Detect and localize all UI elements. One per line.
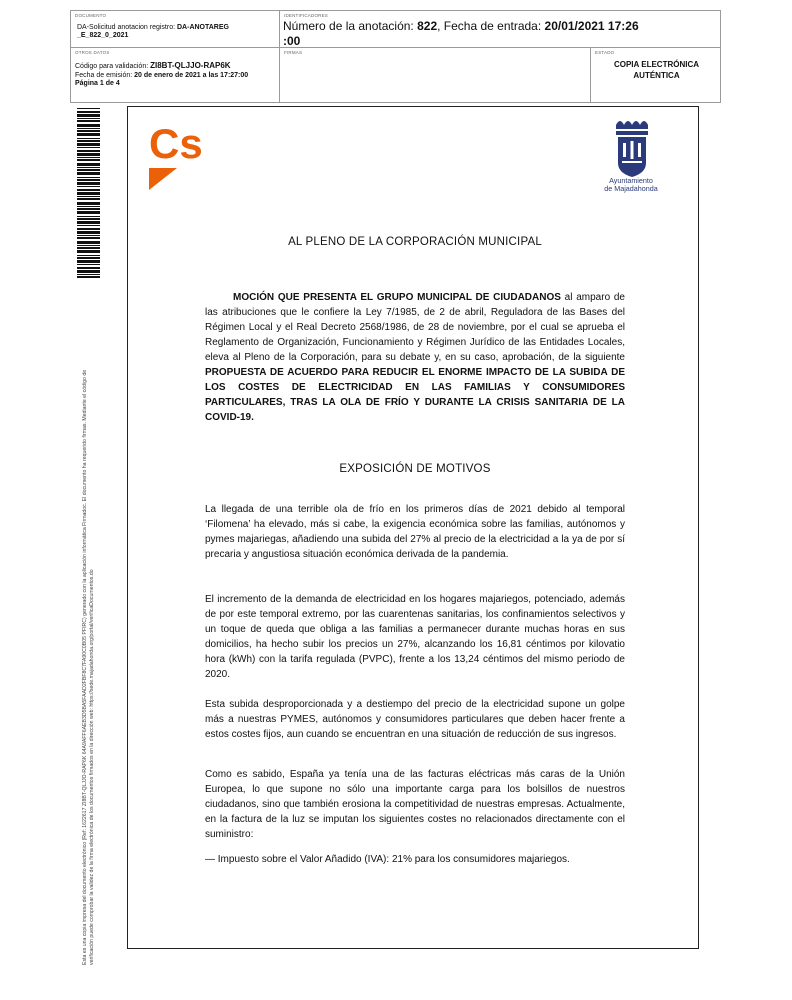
barcode-stripe bbox=[77, 120, 100, 122]
barcode-stripe bbox=[77, 250, 100, 253]
side-validation-note: Esta es una copia impresa del documento electrónico (Ref: 1622617 ZI8BT-QLJJO-RAP6K 64A9AFF6AEB3D5BA5FAAD2FBF8C7FA90C0B05 PFIRC) generado con la aplicación informática Firmadoc. El documento ha requerido firmas. Mediante el código de verificación puede comprobar la validez de la firma electrónica de los documentos firmados en la dirección web: https://sede.majadahonda.org/portal/verificaDocumentos.do bbox=[82, 369, 95, 965]
paragraph-2: El incremento de la demanda de electricidad en los hogares majariegos, potenciado, además de por este temporal extremo, por las cuarentenas sanitarias, los confinamientos selectivos y un toque de queda que obliga a las familias a permanecer durante muchas horas en sus domicilios, ha hecho subir los precios un 27%, alcanzando los 16,81 céntimos por kilovatio hora (kWh) con la tarifa regulada (PVPC), frente a los 13,24 céntimos del mismo periodo de 2020. bbox=[205, 594, 625, 680]
barcode-stripe bbox=[77, 276, 100, 278]
paragraph-3: Esta subida desproporcionada y a destiempo del precio de la electricidad supone un golpe más a nuestras PYMES, autónomos y consumidores particulares que deben hacer frente a estos costes fijos, aun cuando se encuentran en una situación de reducción de sus ingresos. bbox=[205, 699, 625, 740]
barcode-stripe bbox=[77, 153, 100, 156]
barcode-stripe bbox=[77, 247, 100, 249]
barcode-stripe bbox=[77, 221, 100, 224]
barcode-stripe bbox=[77, 143, 100, 146]
barcode-stripe bbox=[77, 186, 100, 187]
barcode-stripe bbox=[77, 124, 100, 127]
barcode-stripe bbox=[77, 192, 100, 195]
barcode-stripe bbox=[77, 138, 100, 139]
otros-datos-label: OTROS DATOS bbox=[75, 50, 110, 55]
header-identificadores-box bbox=[279, 10, 721, 48]
paragraph-4: Como es sabido, España ya tenía una de las facturas eléctricas más caras de la Unión Europea, lo que supone no sólo una importante carga para los bolsillos de nuestros ciudadanos, sino que también erosiona la competitividad de nuestras empresas. Actualmente, en la factura de la luz se imputan los siguientes costes no relacionados directamente con el suministro: bbox=[205, 769, 625, 840]
barcode-stripe bbox=[77, 133, 100, 136]
barcode-stripe bbox=[77, 264, 100, 265]
barcode-stripe bbox=[77, 169, 100, 171]
barcode-stripe bbox=[77, 128, 100, 129]
barcode-stripe bbox=[77, 108, 100, 109]
paragraph-1: La llegada de una terrible ola de frío en los primeros días de 2021 debido al temporal ‘Filomena’ ha elevado, más si cabe, la exigencia económica sobre las familias, autónomos y pymes majariegas, añadiendo una subida del 27% al precio de la electricidad a la ya de por sí precaria y angustiosa situación económica derivada de la pandemia. bbox=[205, 504, 625, 560]
barcode-stripe bbox=[77, 114, 100, 117]
header-otros-datos-box bbox=[70, 47, 280, 103]
documento-value: DA-Solicitud anotacion registro: DA-ANOTAREG _E_822_0_2021 bbox=[77, 24, 229, 39]
header-firmas-box bbox=[279, 47, 591, 103]
otros-datos-value: Código para validación: ZI8BT-QLJJO-RAP6K Fecha de emisión: 20 de enero de 2021 a las 17:27:00 Página 1 de 4 bbox=[75, 61, 249, 87]
barcode-stripe bbox=[77, 196, 100, 197]
barcode-stripe bbox=[77, 157, 100, 158]
barcode-stripe bbox=[77, 208, 100, 210]
barcode-stripe bbox=[77, 202, 100, 205]
barcode-stripe bbox=[77, 228, 100, 230]
barcode-stripe bbox=[77, 255, 100, 256]
barcode-stripe bbox=[77, 225, 100, 226]
intro-paragraph: MOCIÓN QUE PRESENTA EL GRUPO MUNICIPAL DE CIUDADANOS al amparo de las atribuciones que le confiere la Ley 7/1985, de 2 de abril, Reguladora de las Bases del Régimen Local y el Real Decreto 2568/1986, de 28 de noviembre, por el cual se aprueba el Reglamento de Organización, Funcionamiento y Régimen Jurídico de las Entidades Locales, eleva al Pleno de la Corporación, para su debate y, en su caso, aprobación, de la siguiente PROPUESTA DE ACUERDO PARA REDUCIR EL ENORME IMPACTO DE LA SUBIDA DE LOS COSTES DE ELECTRICIDAD EN LAS FAMILIAS Y CONSUMIDORES PARTICULARES, TRAS LA OLA DE FRÍO Y DURANTE LA CRISIS SANITARIA DE LA COVID-19. bbox=[205, 292, 625, 423]
barcode-stripe bbox=[77, 182, 100, 185]
barcode-stripe bbox=[77, 241, 100, 244]
documento-label: DOCUMENTO bbox=[75, 13, 107, 18]
barcode-stripe bbox=[77, 211, 100, 214]
firmas-label: FIRMAS bbox=[284, 50, 303, 55]
barcode-stripe bbox=[77, 179, 100, 181]
barcode-stripe bbox=[77, 267, 100, 269]
barcode-stripe bbox=[77, 198, 100, 200]
page-info: Página 1 de 4 bbox=[75, 80, 120, 87]
barcode-stripe bbox=[77, 130, 100, 132]
barcode-stripe bbox=[77, 172, 100, 175]
barcode-stripe bbox=[77, 147, 100, 148]
header-estado-box bbox=[590, 47, 721, 103]
barcode-stripe bbox=[77, 189, 100, 191]
header-documento-box bbox=[70, 10, 280, 48]
section-title: EXPOSICIÓN DE MOTIVOS bbox=[339, 463, 491, 475]
barcode-stripe bbox=[77, 237, 100, 239]
barcode-stripe bbox=[77, 177, 100, 178]
ciudadanos-logo bbox=[149, 120, 209, 190]
cs-logo-text: Cs bbox=[149, 120, 203, 167]
barcode-stripe bbox=[77, 270, 100, 273]
barcode-stripe bbox=[77, 118, 100, 119]
ayuntamiento-name: Ayuntamiento de Majadahonda bbox=[604, 176, 658, 193]
barcode-stripe bbox=[77, 206, 100, 207]
barcode-stripe bbox=[77, 260, 100, 263]
barcode-stripe bbox=[77, 235, 100, 236]
identificadores-value: Número de la anotación: 822, Fecha de entrada: 20/01/2021 17:26 :00 bbox=[283, 19, 639, 48]
validation-code: ZI8BT-QLJJO-RAP6K bbox=[150, 61, 231, 70]
barcode-stripe bbox=[77, 257, 100, 259]
barcode-stripe bbox=[77, 231, 100, 234]
barcode-stripe bbox=[77, 150, 100, 152]
barcode-stripe bbox=[77, 167, 100, 168]
barcode-stripe bbox=[77, 218, 100, 220]
identificadores-label: IDENTIFICADORES bbox=[284, 13, 329, 18]
barcode bbox=[77, 108, 100, 280]
estado-value: COPIA ELECTRÓNICA AUTÉNTICA bbox=[613, 60, 700, 80]
barcode-stripe bbox=[77, 111, 100, 113]
cs-logo-triangle bbox=[149, 168, 177, 190]
paragraph-5: — Impuesto sobre el Valor Añadido (IVA): 21% para los consumidores majariegos. bbox=[205, 854, 570, 865]
barcode-stripe bbox=[77, 163, 100, 166]
barcode-stripe bbox=[77, 140, 100, 142]
barcode-stripe bbox=[77, 216, 100, 217]
page-title: AL PLENO DE LA CORPORACIÓN MUNICIPAL bbox=[288, 236, 542, 248]
estado-label: ESTADO bbox=[595, 50, 615, 55]
barcode-stripe bbox=[77, 274, 100, 275]
barcode-stripe bbox=[77, 159, 100, 161]
barcode-stripe bbox=[77, 245, 100, 246]
